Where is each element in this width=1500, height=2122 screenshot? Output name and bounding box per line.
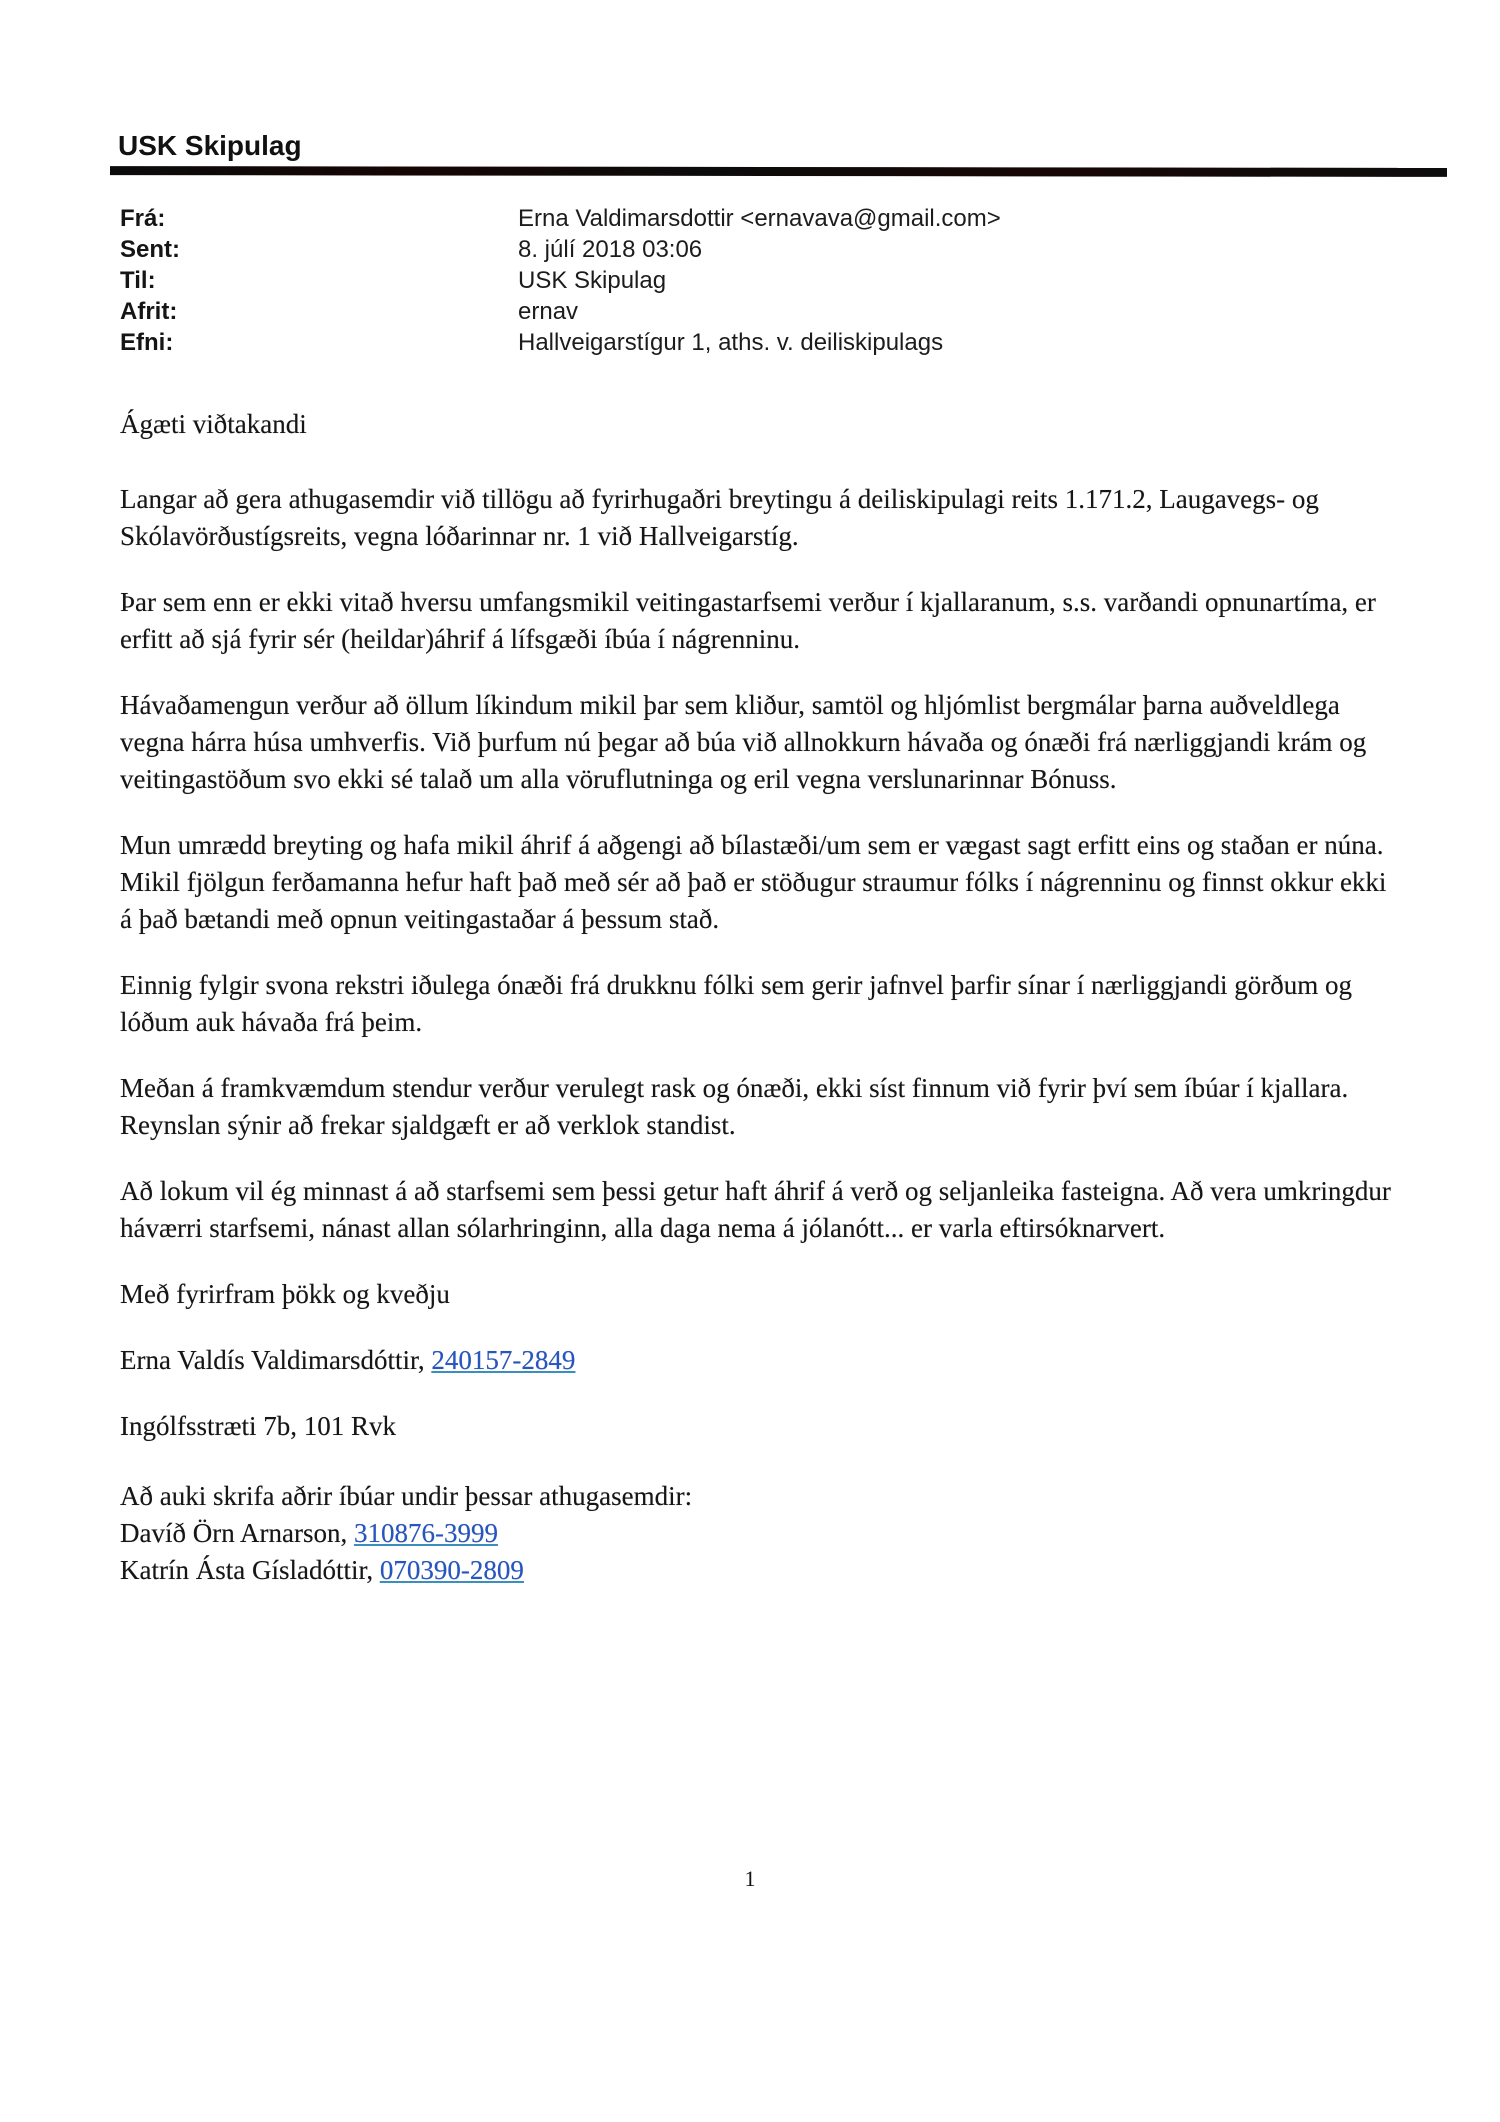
field-value-from: Erna Valdimarsdottir <ernavava@gmail.com> — [518, 205, 1001, 232]
signature-kennitala-link[interactable]: 240157-2849 — [431, 1345, 576, 1375]
signature-name-line — [120, 1342, 1405, 1379]
field-label-cc: Afrit: — [120, 298, 178, 325]
field-label-sent: Sent: — [120, 236, 180, 263]
greeting: Ágæti viðtakandi — [120, 409, 307, 439]
cosigner-1-kennitala-link[interactable]: 310876-3999 — [353, 1518, 498, 1548]
field-label-from: Frá: — [120, 205, 166, 232]
header-rule — [110, 166, 1447, 177]
cosigners-block — [120, 1478, 1405, 1589]
signature-block — [120, 1342, 1405, 1445]
email-body — [120, 406, 1405, 1589]
cosigners-intro: Að auki skrifa aðrir íbúar undir þessar athugasemdir: — [120, 1481, 693, 1511]
signature-name: Erna Valdís Valdimarsdóttir, — [120, 1345, 432, 1375]
field-value-sent: 8. júlí 2018 03:06 — [518, 236, 703, 263]
header-field-row-to — [120, 265, 1001, 296]
cosigner-2-kennitala-link[interactable]: 070390-2809 — [379, 1555, 524, 1585]
document-title: USK Skipulag — [118, 130, 302, 161]
paragraph-3: Hávaðamengun verður að öllum líkindum mikil þar sem kliður, samtöl og hljómlist bergmálar þarna auðveldlega vegna hárra húsa umhverfis. Við þurfum nú þegar að búa við allnokkurn hávaða og ónæði frá nærliggjandi krám og veitingastöðum svo ekki sé talað um alla vöruflutninga og eril vegna verslunarinnar Bónuss. — [120, 690, 1367, 794]
field-value-to: USK Skipulag — [518, 267, 667, 294]
page-number: 1 — [744, 1866, 756, 1891]
paragraph-5: Einnig fylgir svona rekstri iðulega ónæði frá drukknu fólki sem gerir jafnvel þarfir sínar í nærliggjandi görðum og lóðum auk hávaða frá þeim. — [120, 970, 1352, 1037]
email-header-fields — [120, 203, 1001, 358]
paragraph-1: Langar að gera athugasemdir við tillögu að fyrirhugaðri breytingu á deiliskipulagi reits 1.171.2, Laugavegs- og Skólavörðustígsreits, vegna lóðarinnar nr. 1 við Hallveigarstíg. — [120, 484, 1319, 551]
closing-salutation: Með fyrirfram þökk og kveðju — [120, 1279, 450, 1309]
header-field-row-cc — [120, 296, 1001, 327]
field-value-cc: ernav — [518, 298, 579, 325]
paragraph-7: Að lokum vil ég minnast á að starfsemi sem þessi getur haft áhrif á verð og seljanleika fasteigna. Að vera umkringdur háværri starfsemi, nánast allan sólarhringinn, alla daga nema á jólanótt... er varla eftirsóknarvert. — [120, 1176, 1391, 1243]
header-field-row-sent — [120, 234, 1001, 265]
signature-address: Ingólfsstræti 7b, 101 Rvk — [120, 1411, 397, 1441]
cosigner-line-2 — [120, 1552, 1405, 1589]
header-field-row-from — [120, 203, 1001, 234]
header-field-row-subject — [120, 327, 1001, 358]
cosigner-line-1 — [120, 1515, 1405, 1552]
field-value-subject: Hallveigarstígur 1, aths. v. deiliskipulags — [518, 329, 944, 356]
cosigner-1-name: Davíð Örn Arnarson, — [120, 1518, 354, 1548]
field-label-to: Til: — [120, 267, 156, 294]
field-label-subject: Efni: — [120, 329, 174, 356]
paragraph-6: Meðan á framkvæmdum stendur verður verulegt rask og ónæði, ekki síst finnum við fyrir því sem íbúar í kjallara. Reynslan sýnir að frekar sjaldgæft er að verklok standist. — [120, 1073, 1349, 1140]
paragraph-4: Mun umrædd breyting og hafa mikil áhrif á aðgengi að bílastæði/um sem er vægast sagt erfitt eins og staðan er núna. Mikil fjölgun ferðamanna hefur haft það með sér að það er stöðugur straumur fólks í nágrenninu og finnst okkur ekki á það bætandi með opnun veitingastaðar á þessum stað. — [120, 830, 1387, 934]
cosigner-2-name: Katrín Ásta Gísladóttir, — [120, 1555, 380, 1585]
paragraph-2: Þar sem enn er ekki vitað hversu umfangsmikil veitingastarfsemi verður í kjallaranum, s.s. varðandi opnunartíma, er erfitt að sjá fyrir sér (heildar)áhrif á lífsgæði íbúa í nágrenninu. — [120, 587, 1376, 654]
